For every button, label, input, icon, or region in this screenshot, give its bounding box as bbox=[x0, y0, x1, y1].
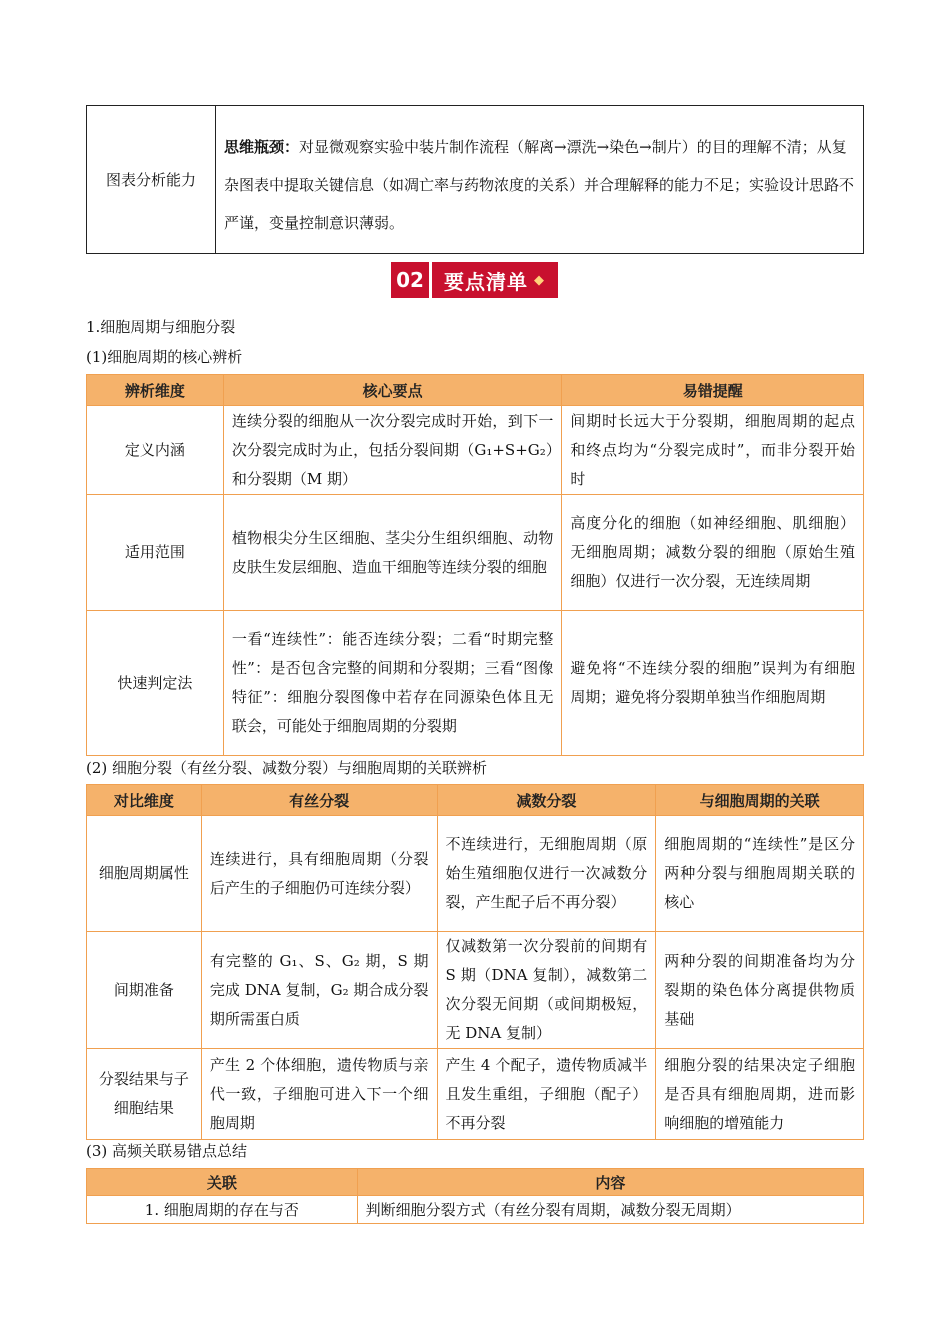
table-row bbox=[87, 816, 864, 932]
sub3-title: (3) 高频关联易错点总结 bbox=[86, 1142, 248, 1160]
header-cell: 有丝分裂 bbox=[201, 785, 437, 816]
ability-description bbox=[216, 106, 864, 254]
table-cell: 间期时长远大于分裂期，细胞周期的起点和终点均为“分裂完成时”，而非分裂开始时 bbox=[562, 406, 864, 495]
ability-text: 对显微观察实验中装片制作流程（解离→漂洗→染色→制片）的目的理解不清；从复杂图表中提取关键信息（如凋亡率与药物浓度的关系）并合理解释的能力不足；实验设计思路不严谨，变量控制意识薄弱。 bbox=[224, 137, 855, 232]
table-cell: 间期准备 bbox=[87, 932, 202, 1049]
header-cell: 减数分裂 bbox=[437, 785, 656, 816]
table-cell: 产生 2 个体细胞，遗传物质与亲代一致，子细胞可进入下一个细胞周期 bbox=[201, 1049, 437, 1140]
table-cell: 高度分化的细胞（如神经细胞、肌细胞）无细胞周期；减数分裂的细胞（原始生殖细胞）仅进行一次分裂，无连续周期 bbox=[562, 495, 864, 611]
ability-label: 图表分析能力 bbox=[87, 106, 216, 254]
table-cell: 一看“连续性”：能否连续分裂；二看“时期完整性”：是否包含完整的间期和分裂期；三看“图像特征”：细胞分裂图像中若存在同源染色体且无联会，可能处于细胞周期的分裂期 bbox=[223, 611, 562, 756]
badge-title: 要点清单 bbox=[444, 269, 528, 294]
header-cell: 与细胞周期的关联 bbox=[656, 785, 864, 816]
table-cell: 分裂结果与子细胞结果 bbox=[87, 1049, 202, 1140]
section-title: 1.细胞周期与细胞分裂 bbox=[86, 318, 236, 336]
table-cell: 连续进行，具有细胞周期（分裂后产生的子细胞仍可连续分裂） bbox=[201, 816, 437, 932]
table-cell: 有完整的 G₁、S、G₂ 期，S 期完成 DNA 复制，G₂ 期合成分裂期所需蛋白质 bbox=[201, 932, 437, 1049]
badge-number: 02 bbox=[391, 262, 432, 298]
header-cell: 内容 bbox=[357, 1169, 863, 1196]
table-cell: 快速判定法 bbox=[87, 611, 224, 756]
error-summary-table bbox=[86, 1168, 864, 1224]
table-row bbox=[87, 1049, 864, 1140]
sub1-title: (1)细胞周期的核心辨析 bbox=[86, 348, 243, 366]
table-cell: 连续分裂的细胞从一次分裂完成时开始，到下一次分裂完成时为止，包括分裂间期（G₁+S+G₂）和分裂期（M 期） bbox=[223, 406, 562, 495]
table-header-row bbox=[87, 375, 864, 406]
table-row bbox=[87, 611, 864, 756]
cell-cycle-table bbox=[86, 374, 864, 756]
table-cell: 产生 4 个配子，遗传物质减半且发生重组，子细胞（配子）不再分裂 bbox=[437, 1049, 656, 1140]
table-row bbox=[87, 932, 864, 1049]
table-row bbox=[87, 1196, 864, 1224]
sub2-title: (2) 细胞分裂（有丝分裂、减数分裂）与细胞周期的关联辨析 bbox=[86, 759, 488, 777]
table-row bbox=[87, 406, 864, 495]
header-cell: 关联 bbox=[87, 1169, 358, 1196]
ability-bold-prefix: 思维瓶颈： bbox=[224, 137, 300, 156]
table-header-row bbox=[87, 785, 864, 816]
table-cell: 细胞周期的“连续性”是区分两种分裂与细胞周期关联的核心 bbox=[656, 816, 864, 932]
diamond-icon: ◆ bbox=[534, 272, 544, 288]
table-cell: 仅减数第一次分裂前的间期有 S 期（DNA 复制），减数第二次分裂无间期（或间期极短，无 DNA 复制） bbox=[437, 932, 656, 1049]
table-cell: 细胞分裂的结果决定子细胞是否具有细胞周期，进而影响细胞的增殖能力 bbox=[656, 1049, 864, 1140]
header-cell: 辨析维度 bbox=[87, 375, 224, 406]
table-cell: 细胞周期属性 bbox=[87, 816, 202, 932]
table-cell: 适用范围 bbox=[87, 495, 224, 611]
ability-table bbox=[86, 105, 864, 254]
table-cell: 避免将“不连续分裂的细胞”误判为有细胞周期；避免将分裂期单独当作细胞周期 bbox=[562, 611, 864, 756]
table-cell: 定义内涵 bbox=[87, 406, 224, 495]
table-cell: 1. 细胞周期的存在与否 bbox=[87, 1196, 358, 1224]
table-cell: 判断细胞分裂方式（有丝分裂有周期，减数分裂无周期） bbox=[357, 1196, 863, 1224]
division-comparison-table bbox=[86, 784, 864, 1140]
table-cell: 两种分裂的间期准备均为分裂期的染色体分离提供物质基础 bbox=[656, 932, 864, 1049]
header-cell: 核心要点 bbox=[223, 375, 562, 406]
table-cell: 不连续进行，无细胞周期（原始生殖细胞仅进行一次减数分裂，产生配子后不再分裂） bbox=[437, 816, 656, 932]
table-header-row bbox=[87, 1169, 864, 1196]
table-cell: 植物根尖分生区细胞、茎尖分生组织细胞、动物皮肤生发层细胞、造血干细胞等连续分裂的细胞 bbox=[223, 495, 562, 611]
table-row bbox=[87, 495, 864, 611]
header-cell: 对比维度 bbox=[87, 785, 202, 816]
section-badge bbox=[391, 262, 558, 298]
header-cell: 易错提醒 bbox=[562, 375, 864, 406]
